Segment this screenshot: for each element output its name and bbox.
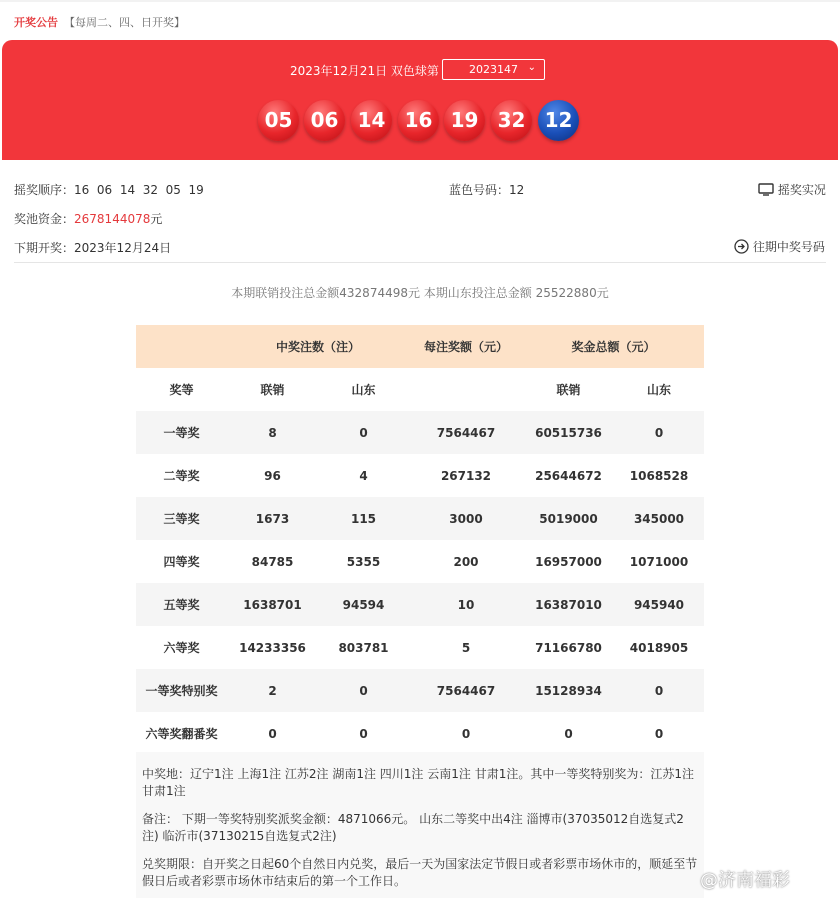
table-row	[136, 669, 704, 712]
header-cell	[409, 368, 523, 411]
table-cell: 0	[409, 712, 523, 755]
table-cell: 94594	[318, 583, 409, 626]
header-cell: 联销	[523, 368, 614, 411]
table-cell: 7564467	[409, 411, 523, 454]
prize-pool-unit: 元	[150, 212, 163, 226]
table-cell: 71166780	[523, 626, 614, 669]
table-cell: 16957000	[523, 540, 614, 583]
table-row	[136, 583, 704, 626]
table-cell: 0	[614, 712, 704, 755]
draw-order-label: 摇奖顺序：	[14, 183, 75, 197]
red-ball: 19	[444, 100, 485, 141]
table-cell: 267132	[409, 454, 523, 497]
table-cell: 115	[318, 497, 409, 540]
header-cell: 每注奖额（元）	[409, 325, 523, 368]
table-cell: 5355	[318, 540, 409, 583]
draw-order-value: 16 06 14 32 05 19	[74, 183, 204, 197]
draw-banner	[2, 40, 838, 160]
prize-pool-value: 2678144078	[74, 212, 151, 226]
live-draw-link[interactable]	[758, 181, 826, 198]
table-row	[136, 712, 704, 755]
deadline-note: 兑奖期限：自开奖之日起60个自然日内兑奖，最后一天为国家法定节假日或者彩票市场休市的，顺延至节假日后或者彩票市场休市结束后的第一个工作日。	[142, 857, 698, 888]
sales-summary: 本期联销投注总金额432874498元 本期山东投注总金额 25522880元	[231, 286, 609, 300]
header-cell: 山东	[614, 368, 704, 411]
table-cell: 96	[227, 454, 318, 497]
table-cell: 六等奖翻番奖	[136, 712, 227, 755]
table-cell: 0	[614, 669, 704, 712]
table-cell: 六等奖	[136, 626, 227, 669]
prize-pool-row	[14, 210, 162, 227]
table-cell: 7564467	[409, 669, 523, 712]
table-cell: 10	[409, 583, 523, 626]
table-cell: 200	[409, 540, 523, 583]
winners-note: 中奖地：辽宁1注 上海1注 江苏2注 湖南1注 四川1注 云南1注 甘肃1注。其中一等奖特别奖为：江苏1注 甘肃1注	[142, 767, 694, 798]
table-cell: 4018905	[614, 626, 704, 669]
header-cell: 中奖注数（注）	[227, 325, 409, 368]
red-ball: 06	[304, 100, 345, 141]
table-cell: 三等奖	[136, 497, 227, 540]
header-cell: 山东	[318, 368, 409, 411]
table-row	[136, 454, 704, 497]
table-cell: 0	[523, 712, 614, 755]
remark-note: 备注： 下期一等奖特别奖派奖金额：4871066元。 山东二等奖中出4注 淄博市(37035012自选复式2注) 临沂市(37130215自选复式2注)	[142, 812, 684, 843]
page-title: 开奖公告	[14, 16, 58, 29]
issue-select[interactable]	[442, 59, 545, 80]
table-cell: 0	[227, 712, 318, 755]
table-cell: 0	[614, 411, 704, 454]
table-cell: 一等奖特别奖	[136, 669, 227, 712]
prize-table	[136, 325, 704, 755]
table-sub-header	[136, 368, 704, 411]
table-cell: 1071000	[614, 540, 704, 583]
table-cell: 60515736	[523, 411, 614, 454]
table-cell: 3000	[409, 497, 523, 540]
monitor-icon	[758, 183, 774, 196]
table-cell: 803781	[318, 626, 409, 669]
table-cell: 五等奖	[136, 583, 227, 626]
table-cell: 1068528	[614, 454, 704, 497]
next-draw-label: 下期开奖：	[14, 241, 75, 255]
table-cell: 5019000	[523, 497, 614, 540]
draw-order-row	[14, 181, 204, 198]
table-cell: 2	[227, 669, 318, 712]
table-cell: 8	[227, 411, 318, 454]
table-cell: 二等奖	[136, 454, 227, 497]
live-draw-label: 摇奖实况	[777, 183, 826, 197]
notes-panel	[136, 752, 704, 898]
table-cell: 84785	[227, 540, 318, 583]
blue-number-label: 蓝色号码：	[449, 183, 510, 197]
table-row	[136, 540, 704, 583]
table-row	[136, 626, 704, 669]
table-cell: 345000	[614, 497, 704, 540]
table-cell: 0	[318, 411, 409, 454]
header-cell: 奖等	[136, 368, 227, 411]
table-cell: 15128934	[523, 669, 614, 712]
table-cell: 14233356	[227, 626, 318, 669]
watermark: @济南福彩	[700, 870, 790, 891]
red-ball: 14	[351, 100, 392, 141]
table-group-header	[136, 325, 704, 368]
table-cell: 一等奖	[136, 411, 227, 454]
table-cell: 0	[318, 669, 409, 712]
divider	[14, 262, 826, 263]
prize-table-wrap	[136, 325, 704, 755]
red-ball: 05	[258, 100, 299, 141]
table-cell: 1673	[227, 497, 318, 540]
history-link[interactable]	[734, 238, 825, 255]
header-cell: 奖金总额（元）	[523, 325, 704, 368]
table-row	[136, 411, 704, 454]
prize-pool-label: 奖池资金：	[14, 212, 75, 226]
history-label: 往期中奖号码	[752, 240, 825, 254]
red-ball: 32	[491, 100, 532, 141]
blue-number-row	[449, 181, 524, 198]
draw-date-text: 2023年12月21日 双色球第	[290, 64, 439, 78]
header-cell: 联销	[227, 368, 318, 411]
arrow-circle-right-icon	[734, 239, 749, 254]
schedule-text: 【每周二、四、日开奖】	[64, 16, 185, 29]
table-row	[136, 497, 704, 540]
issue-value: 2023147	[469, 63, 518, 76]
header-cell	[136, 325, 227, 368]
table-cell: 25644672	[523, 454, 614, 497]
red-ball: 16	[398, 100, 439, 141]
table-cell: 5	[409, 626, 523, 669]
table-cell: 0	[318, 712, 409, 755]
table-cell: 四等奖	[136, 540, 227, 583]
chevron-down-icon: ⌄	[527, 62, 536, 73]
table-cell: 1638701	[227, 583, 318, 626]
next-draw-value: 2023年12月24日	[74, 241, 172, 255]
top-bar	[0, 0, 840, 40]
next-draw-row	[14, 239, 171, 256]
blue-number-value: 12	[509, 183, 525, 197]
table-cell: 4	[318, 454, 409, 497]
table-cell: 16387010	[523, 583, 614, 626]
table-cell: 945940	[614, 583, 704, 626]
blue-ball: 12	[538, 100, 579, 141]
